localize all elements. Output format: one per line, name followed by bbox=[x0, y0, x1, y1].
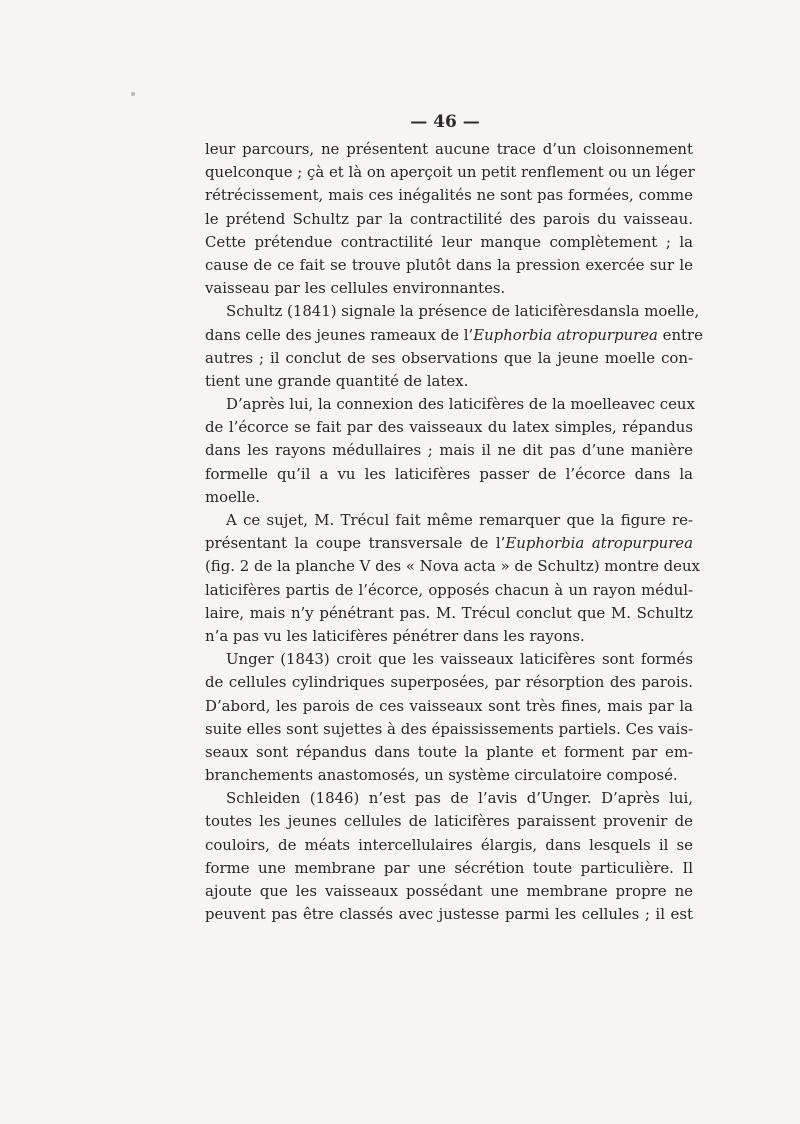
text-line: moelle. bbox=[205, 487, 260, 506]
text-line: forme une membrane par une sécrétion toute particulière. Il bbox=[205, 858, 693, 877]
text-line: Cette prétendue contractilité leur manque complètement ; la bbox=[205, 232, 693, 251]
page-number: — 46 — bbox=[410, 112, 480, 132]
text-line: dans les rayons médullaires ; mais il ne dit pas d’une manière bbox=[205, 441, 693, 460]
text-line: D’abord, les parois de ces vaisseaux sont très fines, mais par la bbox=[205, 696, 693, 715]
species-name: Euphorbia atropurpurea bbox=[473, 325, 658, 344]
paper-speck bbox=[131, 92, 135, 96]
text-line: vaisseau par les cellules environnantes. bbox=[205, 279, 506, 298]
text-line: autres ; il conclut de ses observations que la jeune moelle con- bbox=[205, 348, 693, 367]
text-line: rétrécissement, mais ces inégalités ne sont pas formées, comme bbox=[205, 186, 693, 205]
species-name: Euphorbia atropurpurea bbox=[505, 534, 693, 553]
text-line: Unger (1843) croit que les vaisseaux laticifères sont formés bbox=[226, 650, 693, 669]
text-segment: présentant la coupe transversale de l’ bbox=[205, 534, 506, 553]
text-line: cause de ce fait se trouve plutôt dans la pression exercée sur le bbox=[205, 255, 693, 274]
text-segment: dans celle des jeunes rameaux de l’ bbox=[205, 325, 474, 344]
text-line: n’a pas vu les laticifères pénétrer dans les rayons. bbox=[205, 626, 585, 645]
text-line: tient une grande quantité de latex. bbox=[205, 371, 469, 390]
text-segment: entre bbox=[657, 325, 703, 344]
text-line: peuvent pas être classés avec justesse parmi les cellules ; il est bbox=[205, 905, 693, 924]
text-line: couloirs, de méats intercellulaires élargis, dans lesquels il se bbox=[205, 835, 693, 854]
text-line: toutes les jeunes cellules de laticifères paraissent provenir de bbox=[205, 812, 693, 831]
text-line: branchements anastomosés, un système circulatoire composé. bbox=[205, 766, 678, 785]
text-line: ajoute que les vaisseaux possédant une membrane propre ne bbox=[205, 882, 693, 900]
text-line: (fig. 2 de la planche V des « Nova acta » de Schultz) montre deux bbox=[205, 557, 700, 576]
text-line: quelconque ; çà et là on aperçoit un petit renflement ou un léger bbox=[205, 163, 695, 182]
text-line: seaux sont répandus dans toute la plante et forment par em- bbox=[205, 742, 693, 761]
text-line: formelle qu’il a vu les laticifères passer de l’écorce dans la bbox=[205, 464, 693, 483]
text-line: suite elles sont sujettes à des épaississements partiels. Ces vais- bbox=[205, 719, 693, 738]
text-line: D’après lui, la connexion des laticifères de la moelleavec ceux bbox=[226, 395, 695, 414]
text-line bbox=[205, 324, 703, 347]
text-line: de l’écorce se fait par des vaisseaux du latex simples, répandus bbox=[205, 418, 693, 437]
text-line: Schleiden (1846) n’est pas de l’avis d’Unger. D’après lui, bbox=[226, 789, 693, 808]
text-line bbox=[205, 532, 693, 555]
text-line: leur parcours, ne présentent aucune trace d’un cloisonnement bbox=[205, 140, 693, 158]
text-line: de cellules cylindriques superposées, par résorption des parois. bbox=[205, 673, 693, 692]
text-line: laticifères partis de l’écorce, opposés chacun à un rayon médul- bbox=[205, 580, 693, 599]
text-line: A ce sujet, M. Trécul fait même remarquer que la figure re- bbox=[226, 511, 693, 529]
text-line: le prétend Schultz par la contractilité des parois du vaisseau. bbox=[205, 209, 693, 228]
text-line: laire, mais n’y pénétrant pas. M. Trécul conclut que M. Schultz bbox=[205, 603, 693, 622]
body-text bbox=[205, 138, 703, 926]
text-line: Schultz (1841) signale la présence de laticifèresdansla moelle, bbox=[226, 302, 700, 321]
